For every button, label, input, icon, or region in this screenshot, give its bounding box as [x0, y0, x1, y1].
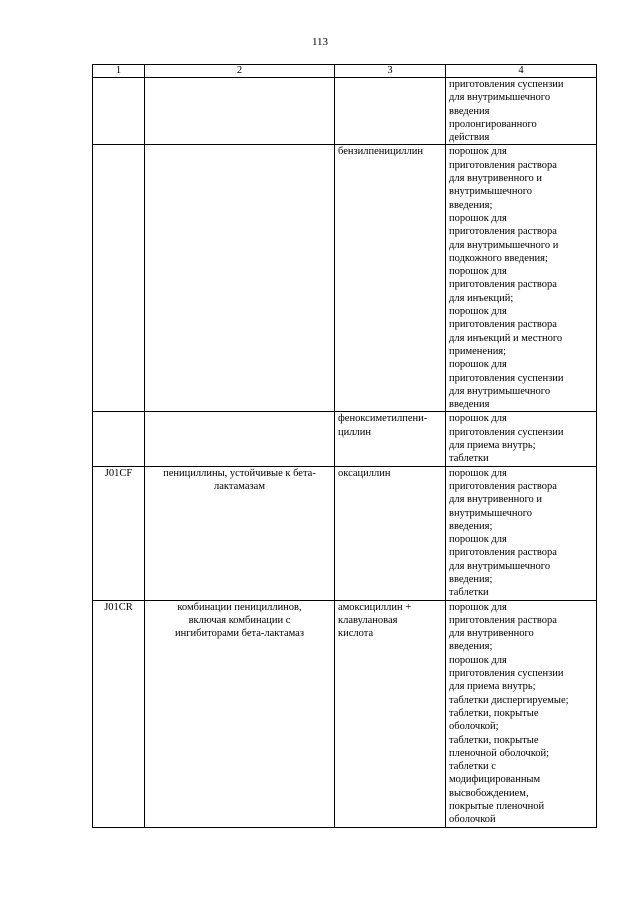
dosage-form-line: порошок для — [449, 146, 507, 158]
dosage-form-line: приготовления раствора — [449, 547, 557, 559]
dosage-form-line: модифицированным — [449, 774, 541, 786]
dosage-form-line: для приема внутрь; — [449, 681, 536, 693]
dosage-form-line: приготовления раствора — [449, 614, 557, 626]
dosage-form-line: порошок для — [449, 654, 507, 666]
dosage-form-line: приготовления раствора — [449, 480, 557, 492]
dosage-form-line: порошок для — [449, 212, 507, 224]
dosage-form-line: для внутримышечного — [449, 560, 551, 572]
table-row — [93, 145, 597, 412]
table-row — [93, 412, 597, 466]
dosage-form-line: применения; — [449, 345, 507, 357]
dosage-form-line: приготовления суспензии — [449, 372, 564, 384]
header-row — [93, 65, 597, 78]
group-name-cell — [145, 145, 335, 412]
dosage-form-line: порошок для — [449, 266, 507, 278]
drug-name-cell: амоксициллин + клавулановая кислота — [335, 600, 446, 827]
dosage-form-line: приготовления суспензии — [449, 79, 564, 90]
dosage-form-line: таблетки — [449, 453, 489, 465]
dosage-form-line: приготовления раствора — [449, 279, 557, 291]
drug-name-cell: оксациллин — [335, 466, 446, 600]
dosage-form-line: подкожного введения; — [449, 252, 548, 264]
dosage-form-line: таблетки, покрытые — [449, 707, 539, 719]
dosage-form-line: пленочной оболочкой; — [449, 747, 550, 759]
group-name-cell — [145, 78, 335, 145]
dosage-form-line: для приема внутрь; — [449, 440, 536, 452]
dosage-form-line: введения; — [449, 520, 493, 532]
atc-code-cell — [93, 412, 145, 466]
dosage-form-line: для внутримышечного — [449, 385, 551, 397]
dosage-forms-cell — [446, 466, 597, 600]
dosage-forms-cell — [446, 600, 597, 827]
group-name-cell: комбинации пенициллинов, включая комбинации с ингибиторами бета-лактамаз — [145, 600, 335, 827]
dosage-form-line: высвобождением, — [449, 787, 529, 799]
dosage-form-line: введения; — [449, 573, 493, 585]
dosage-form-line: пролонгированного — [449, 118, 537, 130]
drug-name-cell — [335, 78, 446, 145]
dosage-form-line: порошок для — [449, 467, 507, 479]
dosage-form-line: приготовления раствора — [449, 159, 557, 171]
dosage-form-line: приготовления раствора — [449, 226, 557, 238]
atc-code-cell — [93, 145, 145, 412]
header-cell-2: 2 — [145, 65, 335, 78]
dosage-form-line: покрытые пленочной — [449, 801, 545, 813]
dosage-forms-cell — [446, 78, 597, 145]
page-number: 113 — [311, 36, 329, 48]
group-name-cell — [145, 412, 335, 466]
dosage-form-line: приготовления суспензии — [449, 426, 564, 438]
drug-name-cell: феноксиметилпени- циллин — [335, 412, 446, 466]
dosage-form-line: для инъекций; — [449, 292, 514, 304]
dosage-form-line: для внутривенного и — [449, 494, 543, 506]
dosage-form-line: порошок для — [449, 413, 507, 425]
dosage-form-line: для внутримышечного и — [449, 239, 559, 251]
table-row — [93, 466, 597, 600]
drug-name-cell: бензилпенициллин — [335, 145, 446, 412]
dosage-form-line: порошок для — [449, 534, 507, 546]
dosage-form-line: введения — [449, 399, 490, 411]
header-cell-1: 1 — [93, 65, 145, 78]
dosage-form-line: введения; — [449, 199, 493, 211]
atc-code-cell — [93, 78, 145, 145]
atc-code-cell: J01CR — [93, 600, 145, 827]
dosage-form-line: внутримышечного — [449, 507, 533, 519]
dosage-form-line: порошок для — [449, 359, 507, 371]
dosage-form-line: введения; — [449, 641, 493, 653]
dosage-form-line: для внутривенного — [449, 628, 534, 640]
dosage-form-line: приготовления раствора — [449, 319, 557, 331]
drug-table — [92, 64, 597, 828]
dosage-form-line: таблетки, покрытые — [449, 734, 539, 746]
dosage-form-line: таблетки — [449, 587, 489, 599]
header-cell-3: 3 — [335, 65, 446, 78]
dosage-form-line: действия — [449, 132, 490, 144]
dosage-form-line: введения — [449, 105, 490, 117]
atc-code-cell: J01CF — [93, 466, 145, 600]
dosage-form-line: порошок для — [449, 601, 507, 613]
dosage-form-line: для инъекций и местного — [449, 332, 563, 344]
header-cell-4: 4 — [446, 65, 597, 78]
dosage-form-line: таблетки диспергируемые; — [449, 694, 569, 706]
dosage-form-line: приготовления суспензии — [449, 668, 564, 680]
table-row — [93, 78, 597, 145]
dosage-forms-cell — [446, 145, 597, 412]
table-row — [93, 600, 597, 827]
dosage-form-line: таблетки с — [449, 761, 496, 773]
dosage-form-line: оболочкой — [449, 814, 496, 826]
dosage-form-line: для внутримышечного — [449, 92, 551, 104]
dosage-form-line: порошок для — [449, 306, 507, 318]
dosage-form-line: оболочкой; — [449, 721, 499, 733]
dosage-form-line: для внутривенного и — [449, 173, 543, 185]
group-name-cell: пенициллины, устойчивые к бета- лактамазам — [145, 466, 335, 600]
dosage-form-line: внутримышечного — [449, 186, 533, 198]
dosage-forms-cell — [446, 412, 597, 466]
